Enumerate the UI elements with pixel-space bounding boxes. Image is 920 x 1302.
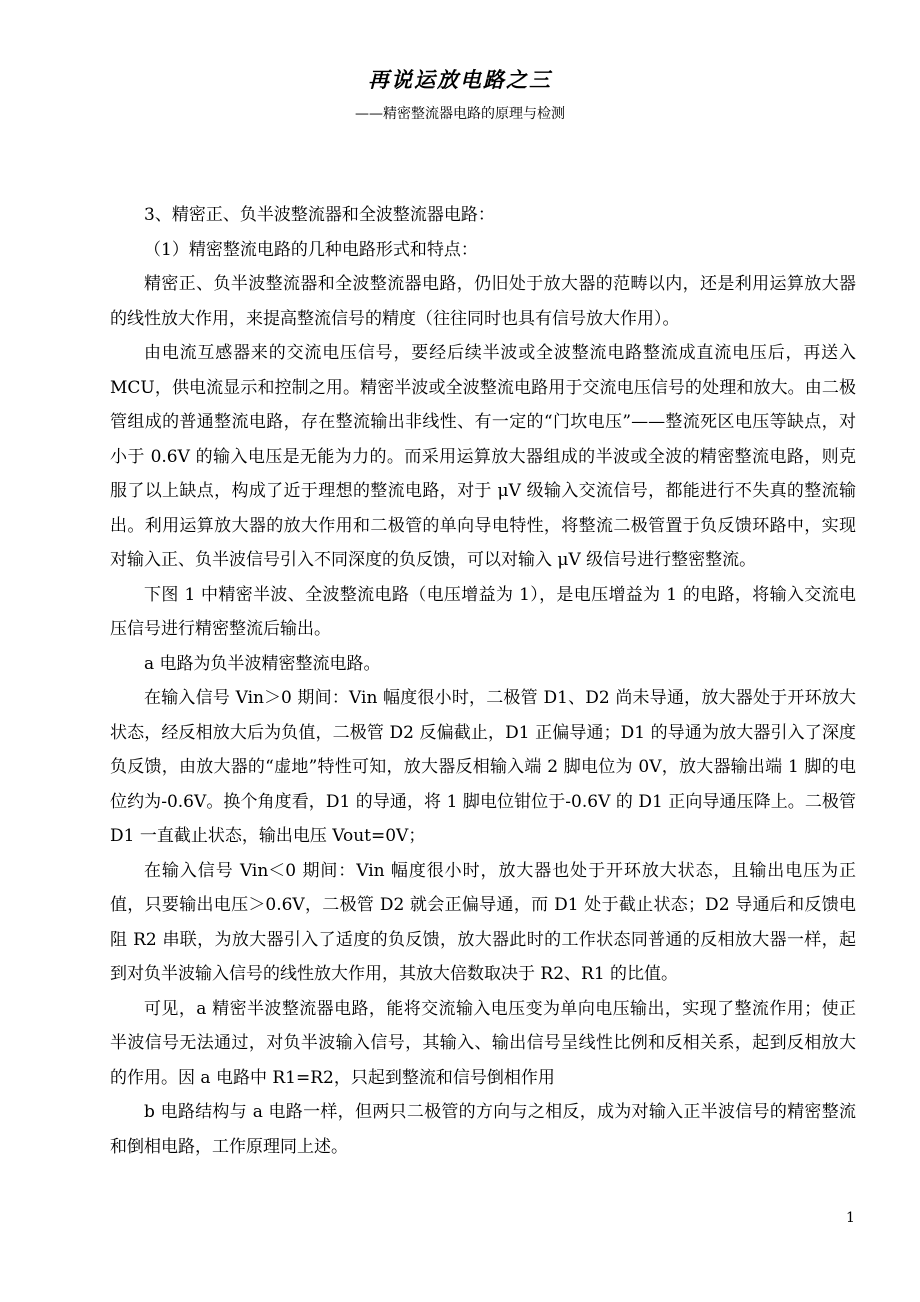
page-number: 1	[846, 1210, 855, 1226]
body-paragraph: 精密正、负半波整流器和全波整流器电路，仍旧处于放大器的范畴以内，还是利用运算放大器的线性放大作用，来提高整流信号的精度（往往同时也具有信号放大作用）。	[110, 274, 856, 329]
body-paragraph: 可见，a 精密半波整流器电路，能将交流输入电压变为单向电压输出，实现了整流作用；使正半波信号无法通过，对负半波输入信号，其输入、输出信号呈线性比例和反相关系，起到反相放大的作用。因 a 电路中 R1=R2，只起到整流和信号倒相作用	[110, 998, 856, 1088]
body-paragraph: 在输入信号 Vin＞0 期间：Vin 幅度很小时，二极管 D1、D2 尚未导通，放大器处于开环放大状态，经反相放大后为负值，二极管 D2 反偏截止，D1 正偏导通；D1 的导通为放大器引入了深度负反馈，由放大器的“虚地”特性可知，放大器反相输入端 2 脚电位为 0V，放大器输出端 1 脚的电位约为-0.6V。换个角度看，D1 的导通，将 1 脚电位钳位于-0.6V 的 D1 正向导通压降上。二极管 D1 一直截止状态，输出电压 Vout=0V；	[110, 688, 856, 846]
body-paragraph: 由电流互感器来的交流电压信号，要经后续半波或全波整流电路整流成直流电压后，再送入 MCU，供电流显示和控制之用。精密半波或全波整流电路用于交流电压信号的处理和放大。由二极管组成的普通整流电路，存在整流输出非线性、有一定的“门坎电压”——整流死区电压等缺点，对小于 0.6V 的输入电压是无能为力的。而采用运算放大器组成的半波或全波的精密整流电路，则克服了以上缺点，构成了近于理想的整流电路，对于 μV 级输入交流信号，都能进行不失真的整流输出。利用运算放大器的放大作用和二极管的单向导电特性，将整流二极管置于负反馈环路中，实现对输入正、负半波信号引入不同深度的负反馈，可以对输入 μV 级信号进行整密整流。	[110, 343, 856, 570]
subsection-heading: （1）精密整流电路的几种电路形式和特点：	[144, 239, 478, 260]
document-title: 再说运放电路之三	[368, 67, 552, 92]
document-subtitle: ——精密整流器电路的原理与检测	[355, 106, 565, 122]
document-body	[110, 198, 856, 1164]
section-heading: 3、精密正、负半波整流器和全波整流器电路：	[144, 205, 495, 225]
body-paragraph: 在输入信号 Vin＜0 期间：Vin 幅度很小时，放大器也处于开环放大状态，且输出电压为正值，只要输出电压＞0.6V，二极管 D2 就会正偏导通，而 D1 处于截止状态；D2 导通后和反馈电阻 R2 串联，为放大器引入了适度的负反馈，放大器此时的工作状态同普通的反相放大器一样，起到对负半波输入信号的线性放大作用，其放大倍数取决于 R2、R1 的比值。	[110, 860, 856, 984]
body-paragraph: a 电路为负半波精密整流电路。	[144, 653, 381, 674]
body-paragraph: b 电路结构与 a 电路一样，但两只二极管的方向与之相反，成为对输入正半波信号的精密整流和倒相电路，工作原理同上述。	[110, 1102, 856, 1157]
body-paragraph: 下图 1 中精密半波、全波整流电路（电压增益为 1），是电压增益为 1 的电路，将输入交流电压信号进行精密整流后输出。	[110, 584, 856, 639]
